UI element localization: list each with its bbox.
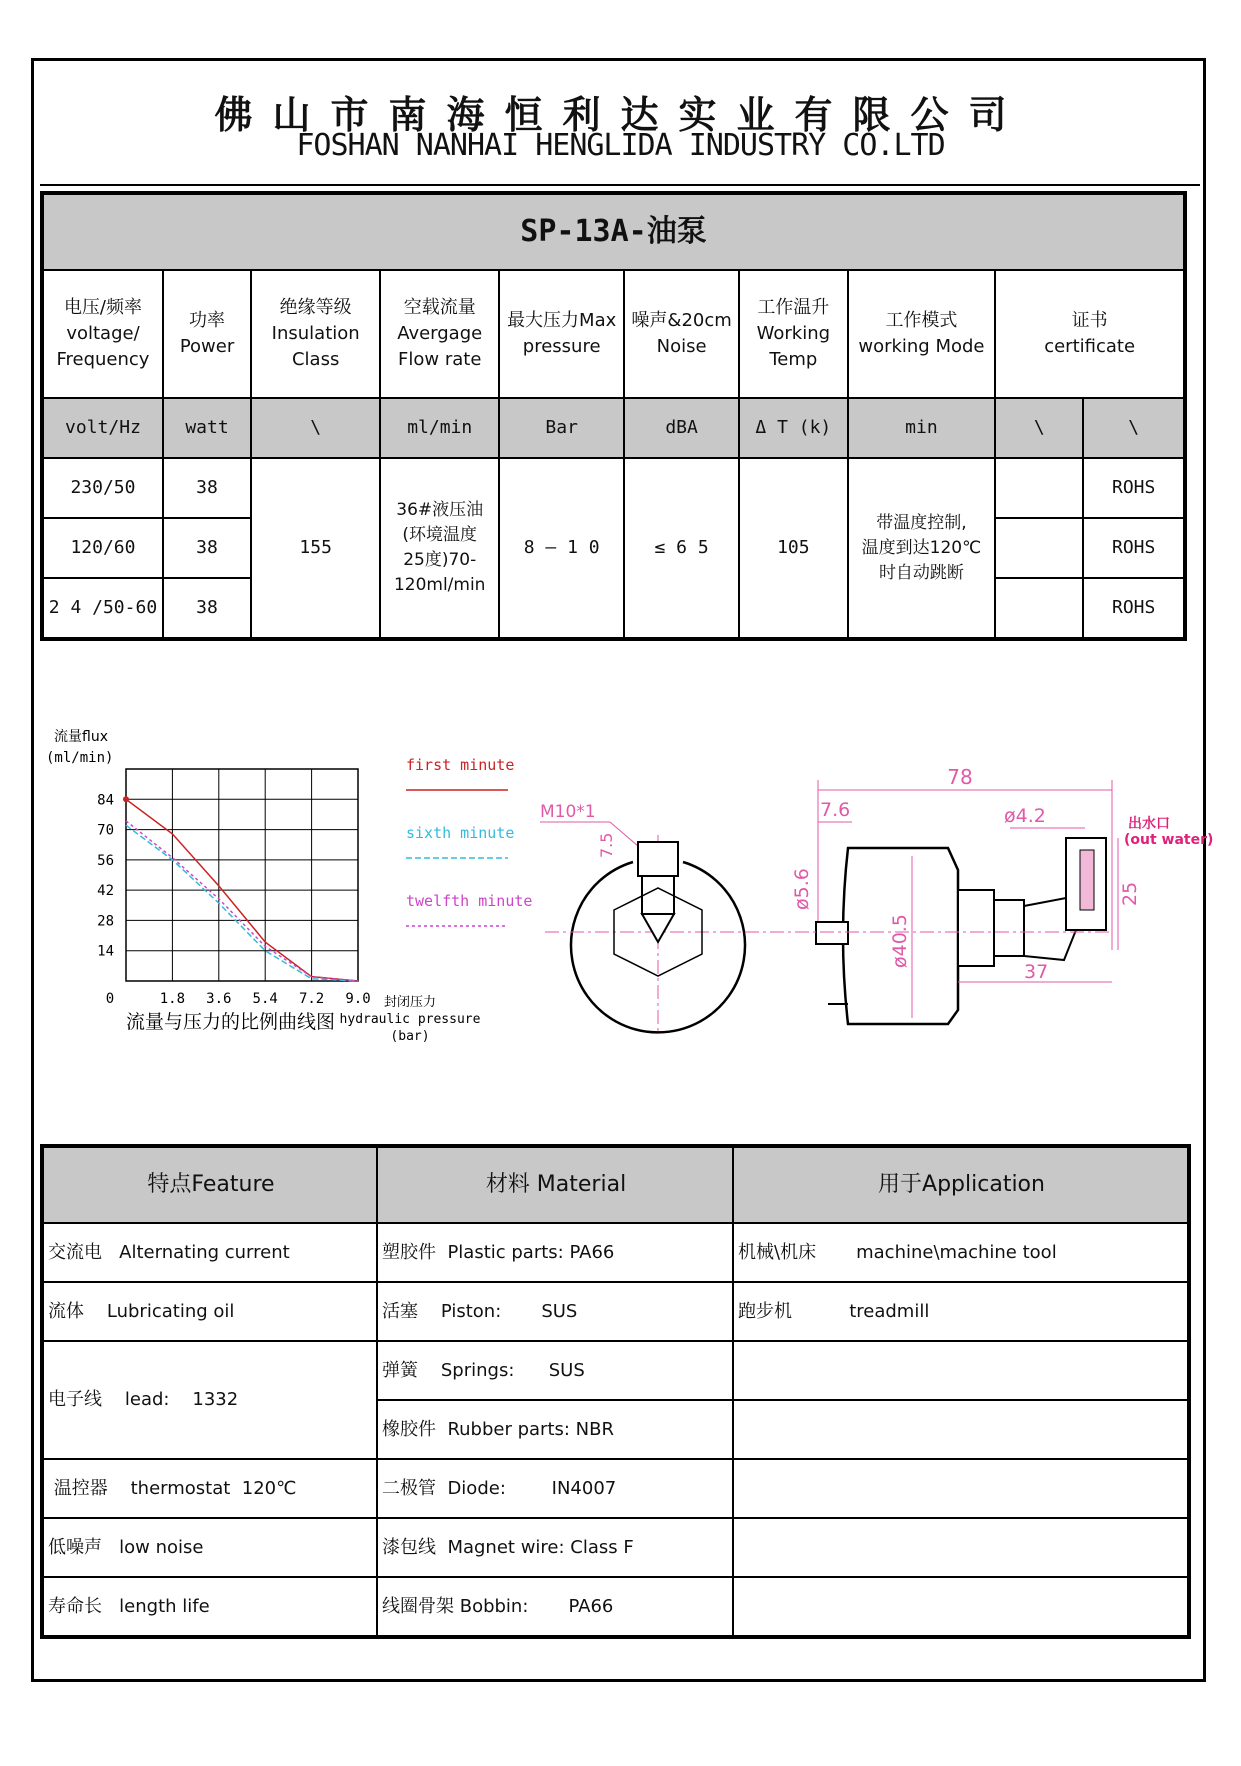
unit-cell: min [848,398,996,458]
application-cell [733,1341,1189,1400]
chart-xtick-label: 3.6 [206,991,232,1007]
cert-cell: ROHS [1083,518,1185,578]
chart-xtick-label: 1.8 [159,991,186,1007]
material-cell: 二极管 Diode: IN4007 [377,1459,733,1518]
chart-ytick-label: 84 [97,792,114,809]
chart-xtick-label: 9.0 [345,991,371,1007]
chart-xlabel-en: hydraulic pressure [339,1012,481,1027]
chart-xtick-label: 7.2 [298,991,325,1007]
chart-ytick-label: 56 [97,852,114,869]
chart-ytick-label: 70 [97,822,114,839]
material-cell: 活塞 Piston: SUS [377,1282,733,1341]
unit-cell: \ [995,398,1083,458]
application-cell [733,1400,1189,1459]
unit-cell: Δ T (k) [739,398,848,458]
model-title: SP-13A-油泵 [42,193,1185,270]
front-view-drawing [540,802,770,1035]
chart-title: 流量与压力的比例曲线图 [126,1011,336,1033]
flow-value: 36#液压油 (环境温度 25度)70- 120ml/min [380,458,499,639]
legend-label: twelfth minute [406,892,533,910]
dim-76: 7.6 [820,799,851,821]
flow-pressure-chart [46,728,532,1044]
header-flow: 空载流量 Avergage Flow rate [380,270,499,398]
application-cell [733,1577,1189,1637]
outlet-label-cn: 出水口 [1128,816,1170,832]
material-header: 材料 Material [377,1146,733,1223]
unit-cell: ml/min [380,398,499,458]
chart-xtick-label: 0 [105,991,115,1007]
feature-cell: 寿命长 length life [42,1577,377,1637]
material-cell: 弹簧 Springs: SUS [377,1341,733,1400]
header-pressure: 最大压力Max pressure [499,270,624,398]
chart-ticks [97,792,371,1007]
chart-ytick-label: 14 [97,943,114,960]
header-certificate: 证书 certificate [995,270,1185,398]
feature-header: 特点Feature [42,1146,377,1223]
pump-neck [994,900,1024,956]
header-mode: 工作模式 working Mode [848,270,996,398]
chart-lines [123,796,358,981]
voltage-cell: 230/50 [42,458,163,518]
company-name-en: FOSHAN NANHAI HENGLIDA INDUSTRY CO.LTD [296,128,945,163]
application-header: 用于Application [733,1146,1189,1223]
feature-cell: 温控器 thermostat 120℃ [42,1459,377,1518]
header-power: 功率 Power [163,270,251,398]
pressure-value: 8 — 1 0 [499,458,624,639]
voltage-cell: 120/60 [42,518,163,578]
nozzle-stem [642,876,674,914]
legend-label: sixth minute [406,824,515,842]
chart-xtick-label: 5.4 [252,991,278,1007]
chart-xlabel: 封闭压力 [383,995,437,1010]
header-noise: 噪声&20cm Noise [624,270,739,398]
chart-yunit: (ml/min) [46,750,114,766]
power-cell: 38 [163,578,251,639]
unit-cell: volt/Hz [42,398,163,458]
chart-grid [126,769,358,981]
feature-table [40,1144,1191,1639]
application-cell: 跑步机 treadmill [733,1282,1189,1341]
cert-cell: ROHS [1083,578,1185,639]
unit-cell: Bar [499,398,624,458]
material-cell: 橡胶件 Rubber parts: NBR [377,1400,733,1459]
power-cell: 38 [163,458,251,518]
chart-start-point [123,796,129,802]
chart-ytick-label: 28 [97,913,114,930]
chart-ytick-label: 42 [97,883,114,900]
unit-cell: watt [163,398,251,458]
legend-label: first minute [406,756,515,774]
mode-value: 带温度控制, 温度到达120℃ 时自动跳断 [848,458,996,639]
material-cell: 线圈骨架 Bobbin: PA66 [377,1577,733,1637]
temp-value: 105 [739,458,848,639]
outlet-label-en: (out water) [1124,832,1214,848]
unit-cell: \ [1083,398,1185,458]
dim-m10: M10*1 [540,802,596,822]
unit-cell: \ [251,398,380,458]
application-cell [733,1459,1189,1518]
chart-ylabel: 流量flux [54,729,108,745]
dim-42: ø4.2 [1004,805,1046,827]
application-cell [733,1518,1189,1577]
unit-cell: dBA [624,398,739,458]
inlet-pipe [816,922,848,944]
header-insulation: 绝缘等级 Insulation Class [251,270,380,398]
dim-405: ø40.5 [889,914,911,968]
noise-value: ≤ 6 5 [624,458,739,639]
application-cell: 机械\机床 machine\machine tool [733,1223,1189,1282]
feature-cell: 流体 Lubricating oil [42,1282,377,1341]
nozzle-top [638,842,678,876]
dim-75: 7.5 [597,832,616,858]
dim-78: 78 [947,765,973,789]
pump-head [958,890,994,966]
voltage-cell: 2 4 /50-60 [42,578,163,639]
feature-cell: 低噪声 low noise [42,1518,377,1577]
nozzle-tip [642,914,674,942]
cert-cell: ROHS [1083,458,1185,518]
material-cell: 漆包线 Magnet wire: Class F [377,1518,733,1577]
chart-series-line [126,821,358,981]
outlet-hole [1080,850,1094,910]
dim-56: ø5.6 [791,868,813,910]
feature-cell: 交流电 Alternating current [42,1223,377,1282]
header-temp: 工作温升 Working Temp [739,270,848,398]
chart-xunit: (bar) [390,1029,430,1044]
power-cell: 38 [163,518,251,578]
insulation-value: 155 [251,458,380,639]
side-view-drawing [770,765,1213,1024]
chart-plot-frame [126,769,358,981]
dim-25: 25 [1119,881,1141,906]
company-name-cn: 佛山市南海恒利达实业有限公司 [214,93,1027,137]
chart-legend [406,756,532,926]
feature-cell: 电子线 lead: 1332 [42,1341,377,1459]
material-cell: 塑胶件 Plastic parts: PA66 [377,1223,733,1282]
header-voltage: 电压/频率 voltage/ Frequency [42,270,163,398]
dim-37: 37 [1024,961,1049,983]
